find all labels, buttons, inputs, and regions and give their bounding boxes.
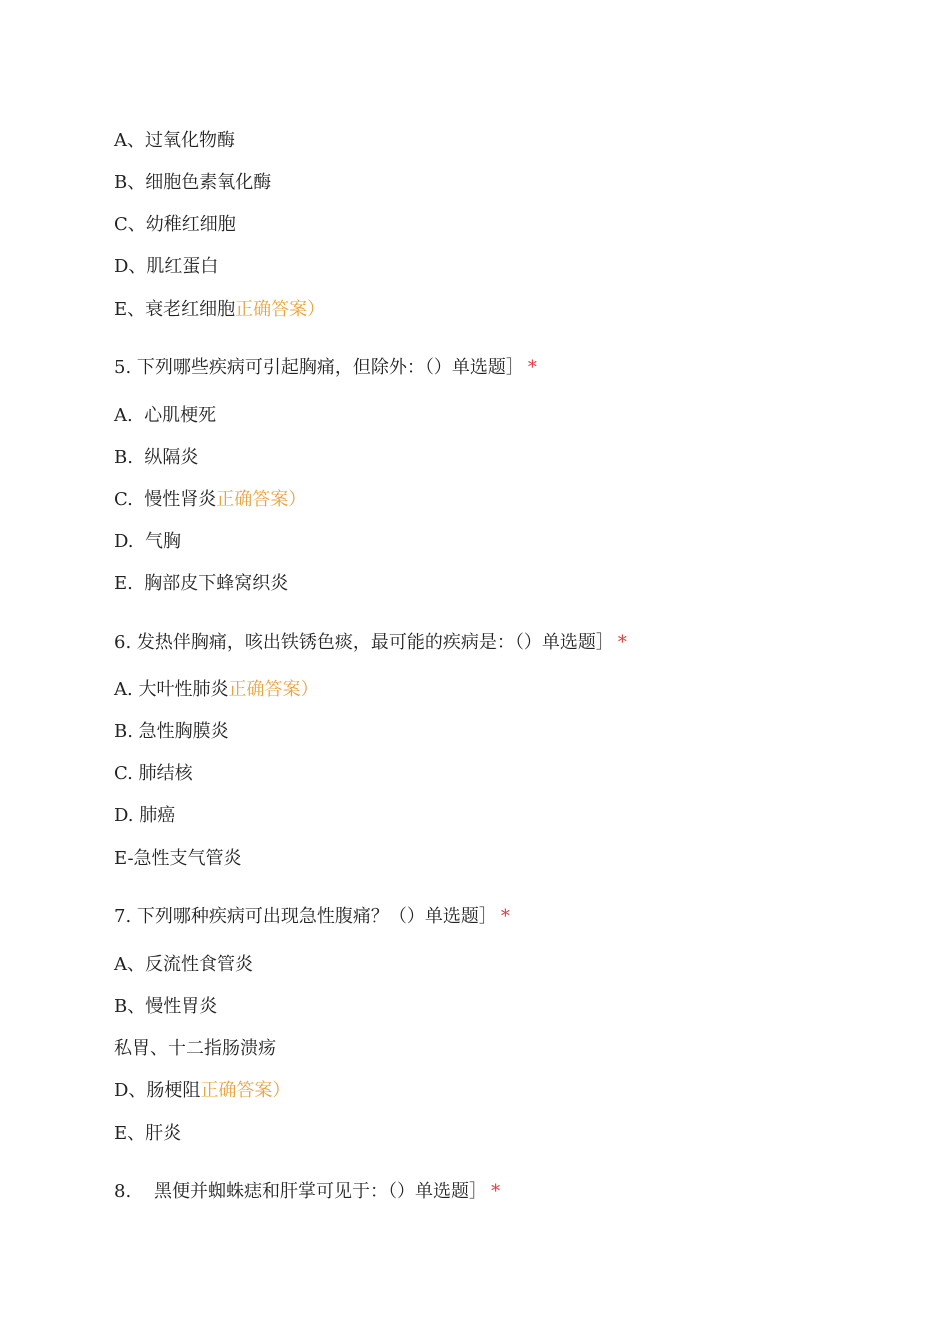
- q6-option-b: B. 急性胸膜炎: [114, 721, 229, 742]
- q5-option-c: C. 慢性肾炎正确答案）: [114, 489, 307, 510]
- q4-option-b: B、细胞色素氧化酶: [114, 172, 272, 193]
- q6-option-d: D. 肺癌: [114, 805, 176, 826]
- q4-option-c: C、幼稚红细胞: [114, 214, 236, 235]
- q4-option-e: E、衰老红细胞正确答案）: [114, 299, 326, 320]
- q4-option-d: D、肌红蛋白: [114, 256, 219, 277]
- q7-option-a: A、反流性食管炎: [114, 954, 253, 975]
- q5-option-d: D. 气胸: [114, 531, 181, 552]
- q6-option-c: C. 肺结核: [114, 763, 193, 784]
- q6-option-a: A. 大叶性肺炎正确答案）: [114, 679, 319, 700]
- required-star: *: [500, 906, 510, 927]
- q5-option-a: A. 心肌梗死: [114, 405, 217, 426]
- required-star: *: [527, 357, 537, 378]
- q5-question: 5. 下列哪些疾病可引起胸痛，但除外：（）单选题］ *: [114, 357, 537, 378]
- q6-option-e: E-急性支气管炎: [114, 848, 242, 869]
- q5-option-e: E. 胸部皮下蜂窝织炎: [114, 573, 289, 594]
- q5-option-b: B. 纵隔炎: [114, 447, 199, 468]
- correct-answer-marker: 正确答案）: [216, 489, 307, 510]
- correct-answer-marker: 正确答案）: [228, 679, 319, 700]
- q7-option-b: B、慢性胃炎: [114, 996, 218, 1017]
- required-star: *: [491, 1181, 501, 1202]
- q6-question: 6. 发热伴胸痛，咳出铁锈色痰，最可能的疾病是：（）单选题］ *: [114, 632, 627, 653]
- q7-option-e: E、肝炎: [114, 1123, 182, 1144]
- q7-option-c: 私胃、十二指肠溃疡: [114, 1038, 276, 1059]
- q4-option-a: A、过氧化物酶: [114, 130, 235, 151]
- q7-question: 7. 下列哪种疾病可出现急性腹痛？（）单选题］ *: [114, 906, 510, 927]
- q8-question: 8. 黑便并蜘蛛痣和肝掌可见于：（）单选题］ *: [114, 1181, 501, 1202]
- q7-option-d: D、肠梗阻正确答案）: [114, 1080, 291, 1101]
- correct-answer-marker: 正确答案）: [235, 299, 326, 320]
- required-star: *: [617, 632, 627, 653]
- correct-answer-marker: 正确答案）: [200, 1080, 291, 1101]
